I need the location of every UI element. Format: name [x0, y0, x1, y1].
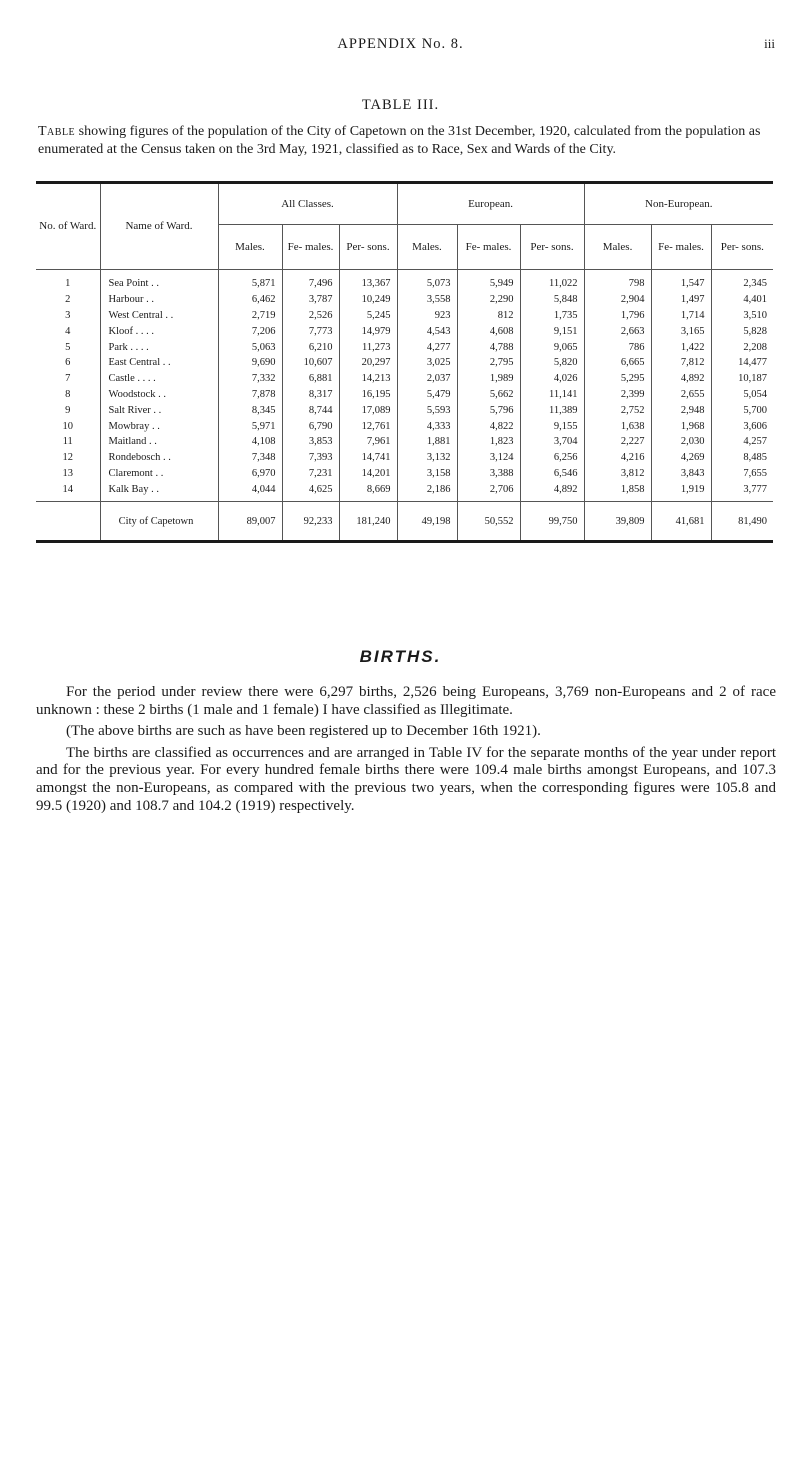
- value-cell: 9,151: [520, 323, 584, 339]
- ward-no-cell: 5: [36, 339, 100, 355]
- value-cell: 1,422: [651, 339, 711, 355]
- subheader-persons: Per- sons.: [711, 225, 773, 270]
- value-cell: 5,073: [397, 270, 457, 292]
- value-cell: 2,345: [743, 278, 768, 290]
- value-cell: 3,132: [397, 450, 457, 466]
- value-cell: 8,744: [282, 402, 339, 418]
- subheader-persons: Per- sons.: [520, 225, 584, 270]
- value-cell: 2,186: [397, 481, 457, 501]
- value-cell: 786: [584, 339, 651, 355]
- value-cell: 7,878: [218, 387, 282, 403]
- value-cell: 10,607: [282, 355, 339, 371]
- value-cell: 1,497: [651, 292, 711, 308]
- value-cell: 3,606: [743, 420, 768, 432]
- value-cell: 5,295: [584, 371, 651, 387]
- value-cell: 2,030: [651, 434, 711, 450]
- births-text: [36, 684, 776, 819]
- total-cell: 39,809: [584, 502, 651, 541]
- value-cell: 5,700: [743, 404, 768, 416]
- table-body: [36, 270, 773, 541]
- value-cell: 6,462: [218, 292, 282, 308]
- value-cell: 2,719: [218, 308, 282, 324]
- value-cell: 8,485: [743, 452, 768, 464]
- value-cell: 2,208: [743, 341, 768, 353]
- ward-no-cell: 3: [36, 308, 100, 324]
- table-title: TABLE III.: [361, 97, 440, 113]
- value-cell: 3,704: [520, 434, 584, 450]
- value-cell: 14,741: [339, 450, 397, 466]
- value-cell: 1,968: [651, 418, 711, 434]
- page-header: [0, 36, 801, 58]
- ward-no-cell: 6: [36, 355, 100, 371]
- ward-name-cell: Woodstock . .: [100, 387, 218, 403]
- value-cell: 5,848: [520, 292, 584, 308]
- value-cell: 7,812: [651, 355, 711, 371]
- births-heading: BIRTHS.: [359, 647, 442, 666]
- value-cell: 3,558: [397, 292, 457, 308]
- value-cell: 5,971: [218, 418, 282, 434]
- value-cell: 5,593: [397, 402, 457, 418]
- total-cell: 181,240: [339, 502, 397, 541]
- ward-name-cell: Maitland . .: [100, 434, 218, 450]
- table-row: [36, 339, 773, 355]
- value-cell: 3,124: [457, 450, 520, 466]
- value-cell: 7,961: [339, 434, 397, 450]
- table-row: [36, 371, 773, 387]
- value-cell: 1,858: [584, 481, 651, 501]
- population-table-frame: [36, 181, 773, 543]
- value-cell: 11,022: [520, 270, 584, 292]
- value-cell: 5,949: [457, 270, 520, 292]
- value-cell: 2,706: [457, 481, 520, 501]
- ward-name-cell: West Central . .: [100, 308, 218, 324]
- ward-no-cell: 2: [36, 292, 100, 308]
- value-cell: 5,662: [457, 387, 520, 403]
- value-cell: 1,823: [457, 434, 520, 450]
- caption-lead: Table: [38, 124, 76, 139]
- value-cell: 1,989: [457, 371, 520, 387]
- value-cell: 5,871: [218, 270, 282, 292]
- value-cell: 14,201: [339, 466, 397, 482]
- ward-name-cell: Sea Point . .: [100, 270, 218, 292]
- ward-no-cell: 8: [36, 387, 100, 403]
- table-row: [36, 387, 773, 403]
- value-cell: 7,332: [218, 371, 282, 387]
- total-cell: 92,233: [282, 502, 339, 541]
- ward-name-cell: Kalk Bay . .: [100, 481, 218, 501]
- subheader-females: Fe- males.: [651, 225, 711, 270]
- table-row: [36, 292, 773, 308]
- subheader-males: Males.: [584, 225, 651, 270]
- total-cell: 50,552: [457, 502, 520, 541]
- value-cell: 4,216: [584, 450, 651, 466]
- value-cell: 2,663: [584, 323, 651, 339]
- ward-no-cell: 1: [36, 270, 100, 292]
- value-cell: 3,025: [397, 355, 457, 371]
- subheader-females: Fe- males.: [457, 225, 520, 270]
- ward-name-cell: Mowbray . .: [100, 418, 218, 434]
- value-cell: 2,795: [457, 355, 520, 371]
- value-cell: 812: [457, 308, 520, 324]
- ward-no-header: No. of Ward.: [36, 184, 100, 270]
- value-cell: 4,892: [651, 371, 711, 387]
- births-paragraph: For the period under review there were 6,297 births, 2,526 being Europeans, 3,769 non-Europeans and 2 of race unknown : these 2 births (1 male and 1 female) I have classified as Illegitimate.: [36, 684, 776, 718]
- ward-no-cell: 10: [36, 418, 100, 434]
- value-cell: 8,345: [218, 402, 282, 418]
- population-table: [36, 184, 773, 540]
- table-row: [36, 466, 773, 482]
- ward-no-cell: 4: [36, 323, 100, 339]
- table-row: [36, 270, 773, 292]
- value-cell: 3,388: [457, 466, 520, 482]
- value-cell: 4,543: [397, 323, 457, 339]
- total-cell: 41,681: [651, 502, 711, 541]
- value-cell: 4,257: [743, 436, 768, 448]
- value-cell: 6,546: [520, 466, 584, 482]
- value-cell: 3,165: [651, 323, 711, 339]
- value-cell: 3,853: [282, 434, 339, 450]
- value-cell: 2,290: [457, 292, 520, 308]
- value-cell: 3,787: [282, 292, 339, 308]
- value-cell: 4,044: [218, 481, 282, 501]
- ward-no-cell: 13: [36, 466, 100, 482]
- value-cell: 923: [397, 308, 457, 324]
- value-cell: 7,206: [218, 323, 282, 339]
- value-cell: 1,919: [651, 481, 711, 501]
- births-paragraph: The births are classified as occurrences and are arranged in Table IV for the separate months of the year under report and for the previous year. For every hundred female births there were 109.4 male births amongst Europeans, and 107.3 amongst the non-Europeans, as compared with the previous two years, when the corresponding figures were 105.8 and 99.5 (1920) and 108.7 and 104.2 (1919) respectively.: [36, 744, 776, 814]
- value-cell: 4,608: [457, 323, 520, 339]
- value-cell: 9,690: [218, 355, 282, 371]
- value-cell: 1,547: [651, 270, 711, 292]
- value-cell: 11,389: [520, 402, 584, 418]
- value-cell: 1,735: [520, 308, 584, 324]
- value-cell: 1,796: [584, 308, 651, 324]
- table-row: [36, 323, 773, 339]
- value-cell: 16,195: [339, 387, 397, 403]
- value-cell: 4,108: [218, 434, 282, 450]
- all-classes-header: All Classes.: [218, 184, 397, 225]
- subheader-persons: Per- sons.: [339, 225, 397, 270]
- value-cell: 7,496: [282, 270, 339, 292]
- value-cell: 7,773: [282, 323, 339, 339]
- european-header: European.: [397, 184, 584, 225]
- value-cell: 6,790: [282, 418, 339, 434]
- value-cell: 1,714: [651, 308, 711, 324]
- page-number: iii: [764, 36, 775, 51]
- value-cell: 20,297: [339, 355, 397, 371]
- table-row: [36, 434, 773, 450]
- value-cell: 2,037: [397, 371, 457, 387]
- ward-name-header: Name of Ward.: [100, 184, 218, 270]
- value-cell: 2,904: [584, 292, 651, 308]
- value-cell: 11,273: [339, 339, 397, 355]
- value-cell: 14,477: [738, 357, 768, 369]
- value-cell: 4,822: [457, 418, 520, 434]
- ward-no-cell: 14: [36, 481, 100, 501]
- value-cell: 4,401: [743, 294, 768, 306]
- table-row: [36, 308, 773, 324]
- value-cell: 7,655: [743, 467, 768, 479]
- value-cell: 4,892: [520, 481, 584, 501]
- table-row: [36, 450, 773, 466]
- value-cell: 6,665: [584, 355, 651, 371]
- value-cell: 3,510: [743, 309, 768, 321]
- table-row: [36, 481, 773, 501]
- value-cell: 6,970: [218, 466, 282, 482]
- subheader-females: Fe- males.: [282, 225, 339, 270]
- value-cell: 14,213: [339, 371, 397, 387]
- births-paragraph: (The above births are such as have been registered up to December 16th 1921).: [66, 723, 541, 740]
- ward-no-cell: 7: [36, 371, 100, 387]
- value-cell: 1,638: [584, 418, 651, 434]
- value-cell: 3,843: [651, 466, 711, 482]
- caption-text: showing figures of the population of the City of Capetown on the 31st December, 1920, calculated from the population as enumerated at the Census taken on the 3rd May, 1921, classified as to Race, Sex and Wards of the City.: [38, 124, 761, 157]
- value-cell: 4,333: [397, 418, 457, 434]
- value-cell: 7,231: [282, 466, 339, 482]
- value-cell: 14,979: [339, 323, 397, 339]
- ward-no-cell: 12: [36, 450, 100, 466]
- value-cell: 5,063: [218, 339, 282, 355]
- table-row: [36, 355, 773, 371]
- total-no-cell: [36, 502, 100, 541]
- value-cell: 1,881: [397, 434, 457, 450]
- value-cell: 3,158: [397, 466, 457, 482]
- ward-name-cell: Park . . . .: [100, 339, 218, 355]
- subheader-males: Males.: [397, 225, 457, 270]
- value-cell: 2,752: [584, 402, 651, 418]
- value-cell: 6,210: [282, 339, 339, 355]
- ward-name-cell: Castle . . . .: [100, 371, 218, 387]
- value-cell: 13,367: [339, 270, 397, 292]
- table-row: [36, 418, 773, 434]
- value-cell: 4,026: [520, 371, 584, 387]
- value-cell: 7,348: [218, 450, 282, 466]
- non-european-header: Non-European.: [645, 197, 713, 210]
- value-cell: 4,625: [282, 481, 339, 501]
- ward-name-cell: Harbour . .: [100, 292, 218, 308]
- value-cell: 5,479: [397, 387, 457, 403]
- value-cell: 5,820: [520, 355, 584, 371]
- value-cell: 3,777: [743, 483, 768, 495]
- value-cell: 798: [584, 270, 651, 292]
- value-cell: 10,187: [738, 373, 768, 385]
- value-cell: 8,317: [282, 387, 339, 403]
- total-cell: 89,007: [218, 502, 282, 541]
- ward-name-cell: Salt River . .: [100, 402, 218, 418]
- value-cell: 6,256: [520, 450, 584, 466]
- value-cell: 8,669: [339, 481, 397, 501]
- value-cell: 9,155: [520, 418, 584, 434]
- ward-name-cell: Kloof . . . .: [100, 323, 218, 339]
- value-cell: 11,141: [520, 387, 584, 403]
- value-cell: 5,796: [457, 402, 520, 418]
- value-cell: 3,812: [584, 466, 651, 482]
- value-cell: 5,828: [743, 325, 768, 337]
- ward-no-cell: 9: [36, 402, 100, 418]
- total-name-cell: City of Capetown: [100, 502, 218, 541]
- ward-no-cell: 11: [36, 434, 100, 450]
- ward-name-cell: Claremont . .: [100, 466, 218, 482]
- value-cell: 4,788: [457, 339, 520, 355]
- ward-name-cell: Rondebosch . .: [100, 450, 218, 466]
- value-cell: 2,655: [651, 387, 711, 403]
- value-cell: 4,277: [397, 339, 457, 355]
- value-cell: 6,881: [282, 371, 339, 387]
- appendix-label: APPENDIX No. 8.: [337, 36, 464, 52]
- value-cell: 12,761: [339, 418, 397, 434]
- value-cell: 2,399: [584, 387, 651, 403]
- total-cell: 49,198: [397, 502, 457, 541]
- value-cell: 2,948: [651, 402, 711, 418]
- value-cell: 5,245: [339, 308, 397, 324]
- value-cell: 2,227: [584, 434, 651, 450]
- total-row: [36, 502, 773, 541]
- value-cell: 7,393: [282, 450, 339, 466]
- table-row: [36, 402, 773, 418]
- table-caption: [38, 123, 778, 159]
- subheader-males: Males.: [218, 225, 282, 270]
- value-cell: 10,249: [339, 292, 397, 308]
- total-cell: 99,750: [520, 502, 584, 541]
- value-cell: 2,526: [282, 308, 339, 324]
- value-cell: 5,054: [743, 388, 768, 400]
- ward-name-cell: East Central . .: [100, 355, 218, 371]
- total-cell: 81,490: [711, 502, 773, 541]
- value-cell: 17,089: [339, 402, 397, 418]
- table-header-row: [36, 184, 773, 225]
- value-cell: 9,065: [520, 339, 584, 355]
- value-cell: 4,269: [651, 450, 711, 466]
